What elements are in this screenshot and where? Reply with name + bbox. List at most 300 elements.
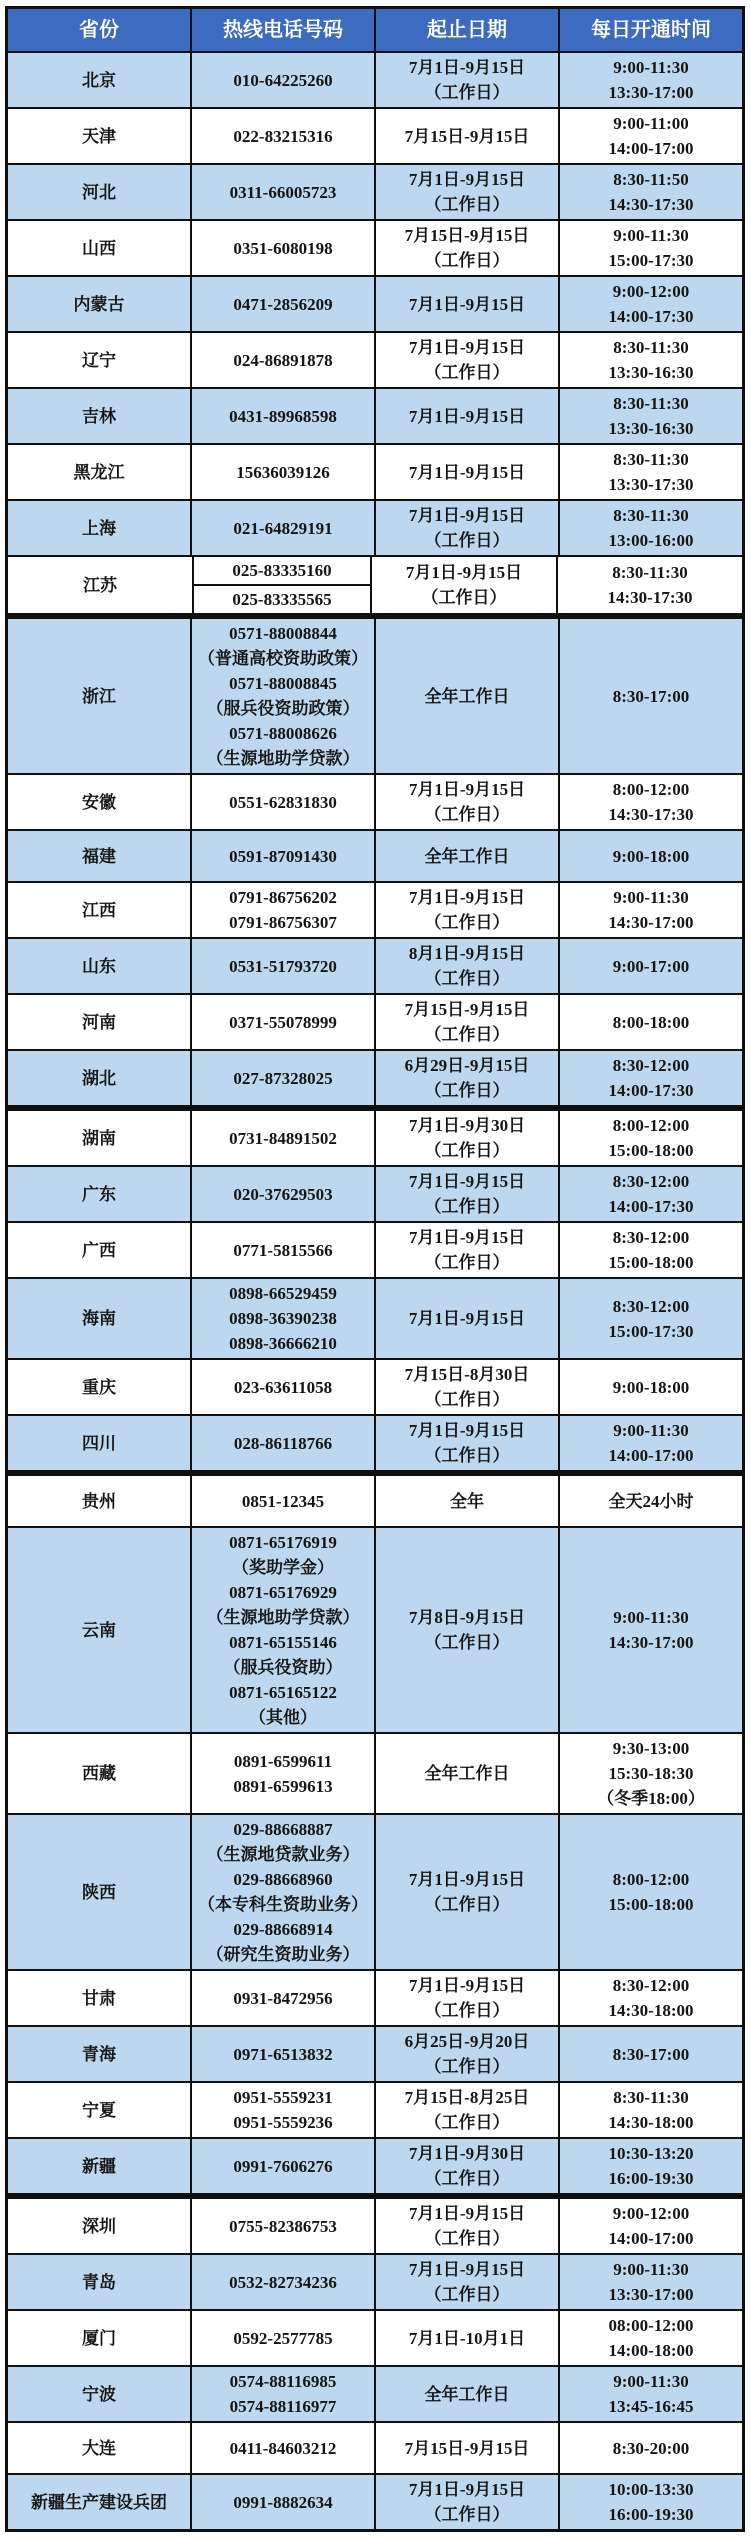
hotline-table-body [8,51,742,2529]
table-row [8,443,742,499]
province-cell [8,831,190,881]
phone-cell [190,501,374,555]
phone-number: （生源地贷款业务） [206,1845,360,1864]
date-cell [374,831,558,881]
province-label: 吉林 [82,406,116,426]
phone-number: 0891-6599613 [233,1776,333,1796]
time-cell [558,831,742,881]
phone-cell [190,775,374,829]
phone-number: 0971-6513832 [233,2044,333,2064]
date-text: 7月1日-9月15日 [408,2260,526,2279]
phone-cell [190,2423,374,2473]
phone-number: 0571-88008845 [229,674,337,693]
table-row [8,1969,742,2025]
province-label: 江苏 [83,575,117,595]
province-label: 广东 [82,1184,116,1204]
time-cell [558,2083,742,2137]
time-cell [558,1051,742,1105]
province-label: 新疆 [82,2156,116,2176]
phone-number: 0991-7606276 [233,2156,333,2176]
province-label: 湖南 [82,1128,116,1148]
date-text: （工作日） [424,2113,510,2132]
time-cell [558,1476,742,1526]
province-cell [8,445,190,499]
phone-number: （服兵役资助） [223,1658,343,1677]
date-text: （工作日） [424,531,510,550]
phone-number: 025-83335565 [194,584,370,613]
date-cell [374,221,558,275]
time-cell [558,1111,742,1165]
province-cell [8,1111,190,1165]
province-cell [8,389,190,443]
phone-cell [190,1476,374,1526]
date-cell [374,389,558,443]
province-label: 安徽 [82,792,116,812]
province-label: 海南 [82,1309,116,1328]
province-cell [8,2423,190,2473]
time-cell [558,445,742,499]
phone-number: （生源地助学贷款） [206,1608,360,1627]
province-label: 西藏 [82,1764,116,1783]
table-row [8,2081,742,2137]
date-text: 7月1日-9月15日 [408,780,526,799]
date-text: 7月1日-9月15日 [408,1421,526,1440]
date-text: 7月1日-9月15日 [408,294,526,314]
date-text: 7月15日-9月15日 [404,226,530,245]
date-text: （工作日） [424,1197,510,1216]
time-text: 14:30-17:00 [608,913,694,932]
phone-number: 15636039126 [236,462,330,482]
date-text: 6月29日-9月15日 [404,1056,530,1075]
time-text: 9:00-11:30 [613,1421,689,1440]
date-cell [374,2255,558,2309]
phone-number: 024-86891878 [233,350,333,370]
table-row [8,829,742,881]
date-text: 6月25日-9月20日 [404,2032,530,2051]
time-cell [558,2367,742,2421]
phone-cell [190,1528,374,1732]
time-text: 9:00-11:30 [613,2260,689,2279]
phone-number: （服兵役资助政策） [206,699,360,718]
time-text: 14:30-18:00 [608,2113,694,2132]
date-text: 7月8日-9月15日 [408,1608,526,1627]
date-text: （工作日） [424,1081,510,1100]
date-cell [374,53,558,107]
date-text: 8月1日-9月15日 [408,944,526,963]
time-text: 15:00-17:30 [608,251,694,270]
phone-number: 028-86118766 [233,1433,333,1453]
time-text: 8:30-11:30 [613,338,689,357]
time-text: 14:00-17:30 [608,1197,694,1216]
time-text: 14:30-17:30 [608,195,694,214]
phone-cell [190,1360,374,1414]
time-text: 9:00-11:30 [613,58,689,77]
date-text: （工作日） [424,2057,510,2076]
phone-number: 0574-88116977 [229,2397,337,2416]
province-cell [8,1476,190,1526]
province-cell [8,165,190,219]
date-text: （工作日） [424,2229,510,2248]
phone-number: （奖助学金） [232,1558,334,1577]
time-text: 15:00-18:00 [608,1895,694,1914]
phone-number: 029-88668960 [233,1870,333,1889]
date-cell [374,775,558,829]
date-text: （工作日） [424,1253,510,1272]
table-row [8,499,742,555]
time-text: 13:30-17:30 [608,475,694,494]
table-row [8,2309,742,2365]
phone-number: 0771-5815566 [233,1240,333,1260]
phone-number: 0571-88008626 [229,724,337,743]
province-cell [8,2083,190,2137]
time-text: 9:00-12:00 [612,2204,690,2223]
time-cell [558,1528,742,1732]
phone-number: 0574-88116985 [229,2372,337,2391]
phone-number: 0755-82386753 [229,2216,337,2236]
date-text: （工作日） [424,363,510,382]
date-cell [374,165,558,219]
time-cell [558,2475,742,2529]
province-label: 厦门 [82,2328,116,2348]
province-cell [8,109,190,163]
table-row [8,2421,742,2473]
time-cell [558,2139,742,2193]
date-text: 7月15日-9月15日 [404,2438,530,2458]
date-cell [374,1416,558,1470]
phone-number: （普通高校资助政策） [198,649,368,668]
date-text: 7月15日-8月30日 [404,1365,530,1384]
time-cell [558,53,742,107]
time-text: 16:00-19:30 [608,2169,694,2188]
date-text: 全年工作日 [424,2384,510,2404]
date-cell [374,333,558,387]
province-label: 江西 [82,900,116,920]
date-cell [374,1279,558,1358]
phone-number: 029-88668887 [233,1820,333,1839]
date-cell [374,619,558,773]
date-cell [374,501,558,555]
time-text: 8:30-20:00 [612,2438,690,2458]
table-row [8,1049,742,1109]
phone-number: 020-37629503 [233,1184,333,1204]
time-cell [558,2311,742,2365]
date-text: 7月1日-9月15日 [408,1309,526,1328]
phone-cell [190,1971,374,2025]
phone-cell [192,557,370,613]
time-text: 9:00-11:30 [613,1608,689,1627]
date-cell [374,1111,558,1165]
time-cell [558,277,742,331]
date-text: 7月1日-9月15日 [408,1870,526,1889]
phone-number: 0471-2856209 [233,294,333,314]
phone-number: 0571-88008844 [229,624,337,643]
phone-cell [190,165,374,219]
date-cell [374,883,558,937]
table-row [8,937,742,993]
time-text: 9:00-11:30 [613,888,689,907]
phone-cell [190,2139,374,2193]
date-cell [374,1971,558,2025]
phone-cell [190,1167,374,1221]
date-text: 7月1日-9月15日 [408,2480,526,2499]
province-cell [8,883,190,937]
table-row [8,1813,742,1969]
province-cell [8,775,190,829]
time-text: 13:00-16:00 [608,531,694,550]
table-row [8,2197,742,2253]
province-cell [8,1279,190,1358]
province-cell [8,221,190,275]
time-text: 14:30-17:00 [608,1633,694,1652]
time-text: 14:00-18:00 [608,2341,694,2360]
phone-number: 027-87328025 [233,1068,333,1088]
time-text: 13:30-17:00 [608,83,694,102]
table-header-row [8,9,742,51]
province-label: 宁夏 [82,2100,116,2120]
time-text: 14:00-17:00 [608,1446,694,1465]
province-label: 湖北 [82,1068,116,1088]
phone-number: （研究生资助业务） [206,1945,360,1964]
province-cell [8,2255,190,2309]
province-label: 新疆生产建设兵团 [31,2492,167,2512]
phone-number: 0592-2577785 [233,2328,333,2348]
time-cell [558,109,742,163]
phone-number: 0898-36666210 [229,1334,337,1353]
phone-number: （生源地助学贷款） [206,749,360,768]
table-row [8,993,742,1049]
time-cell [558,995,742,1049]
phone-number: 025-83335160 [232,561,332,580]
province-label: 北京 [82,70,116,90]
time-text: 8:30-12:00 [612,1172,690,1191]
province-cell [8,1971,190,2025]
phone-cell [190,2083,374,2137]
date-cell [374,2139,558,2193]
province-cell [8,501,190,555]
province-label: 上海 [82,518,116,538]
phone-number: 0591-87091430 [229,846,337,866]
phone-cell [190,2367,374,2421]
phone-cell [190,619,374,773]
time-text: 全天24小时 [608,1491,694,1511]
phone-number: 010-64225260 [233,70,333,90]
phone-number: 0898-36390238 [229,1309,337,1328]
province-label: 山西 [82,238,116,258]
province-cell [8,619,190,773]
province-label: 甘肃 [82,1988,116,2008]
province-label: 河北 [82,182,116,202]
date-cell [374,2367,558,2421]
date-text: （工作日） [424,969,510,988]
table-row [8,107,742,163]
table-row [8,1277,742,1358]
time-text: 9:00-11:30 [613,226,689,245]
province-label: 辽宁 [82,350,116,370]
phone-number: 0531-51793720 [229,956,337,976]
time-text: 9:00-12:00 [612,282,690,301]
phone-number: 022-83215316 [233,126,333,146]
table-row [8,1414,742,1474]
date-text: 7月1日-9月15日 [408,1976,526,1995]
time-text: 9:00-18:00 [612,846,690,866]
time-text: 10:30-13:20 [608,2144,694,2163]
province-label: 青岛 [82,2272,116,2292]
table-row [8,2253,742,2309]
phone-cell [190,2027,374,2081]
date-cell [374,2311,558,2365]
date-cell [370,557,556,613]
table-row [8,2473,742,2529]
time-text: 14:00-17:30 [608,307,694,326]
time-cell [558,165,742,219]
province-cell [8,2027,190,2081]
province-cell [8,2367,190,2421]
header-label-province: 省份 [79,19,119,41]
time-text: 9:00-18:00 [612,1377,690,1397]
time-cell [558,1167,742,1221]
phone-cell [190,1416,374,1470]
table-row [8,617,742,773]
date-text: （工作日） [424,805,510,824]
time-cell [558,1734,742,1813]
table-row [8,163,742,219]
time-text: 08:00-12:00 [608,2316,694,2335]
time-cell [558,1360,742,1414]
date-text: （工作日） [424,1390,510,1409]
phone-number: 0871-65165122 [229,1683,337,1702]
time-text: 10:00-13:30 [608,2480,694,2499]
table-row [8,331,742,387]
time-text: 9:30-13:00 [612,1739,690,1758]
phone-number: 029-88668914 [233,1920,333,1939]
date-cell [374,995,558,1049]
phone-cell [190,883,374,937]
province-label: 内蒙古 [73,294,125,314]
time-cell [558,1223,742,1277]
phone-number: 0351-6080198 [233,238,333,258]
time-text: 8:00-12:00 [612,780,690,799]
time-text: 8:30-17:00 [612,2044,690,2064]
phone-number: 0851-12345 [241,1491,325,1511]
table-row [8,1732,742,1813]
table-row [8,51,742,107]
province-cell [8,277,190,331]
time-text: 13:30-16:30 [608,363,694,382]
province-cell [8,333,190,387]
time-text: 8:00-12:00 [612,1870,690,1889]
date-text: 7月1日-9月30日 [408,1116,526,1135]
phone-cell [190,277,374,331]
time-text: 8:30-12:00 [612,1056,690,1075]
table-row [8,1526,742,1732]
phone-cell [190,1223,374,1277]
time-text: 16:00-19:30 [608,2505,694,2524]
phone-cell [190,221,374,275]
time-text: 9:00-11:30 [613,2372,689,2391]
province-cell [8,1051,190,1105]
phone-cell [190,939,374,993]
time-text: 8:30-11:30 [613,506,689,525]
date-text: （工作日） [424,913,510,932]
time-cell [558,221,742,275]
phone-cell [190,1051,374,1105]
phone-cell [190,2255,374,2309]
date-text: 7月1日-9月15日 [408,506,526,525]
phone-number: 0551-62831830 [229,792,337,812]
date-cell [374,2423,558,2473]
date-cell [374,1167,558,1221]
time-text: 15:00-18:00 [608,1141,694,1160]
date-text: 7月1日-9月15日 [405,563,523,582]
time-text: 14:00-17:00 [608,2229,694,2248]
province-label: 重庆 [82,1377,116,1397]
province-cell [8,1360,190,1414]
province-cell [8,1734,190,1813]
date-text: 全年 [450,1491,484,1511]
province-cell [8,2139,190,2193]
time-text: 8:30-12:00 [612,1296,690,1316]
date-cell [374,445,558,499]
date-cell [374,2199,558,2253]
time-cell [558,2199,742,2253]
province-label: 贵州 [82,1491,116,1511]
table-row [8,1165,742,1221]
date-text: 7月1日-9月15日 [408,1228,526,1247]
date-text: （工作日） [424,251,510,270]
phone-cell [190,995,374,1049]
phone-cell [190,53,374,107]
date-cell [374,939,558,993]
province-cell [8,557,192,613]
phone-number: 0431-89968598 [229,406,337,426]
date-text: 7月1日-9月15日 [408,462,526,482]
table-row [8,1109,742,1165]
table-row [8,275,742,331]
time-text: 8:30-17:00 [612,686,690,706]
table-row [8,387,742,443]
phone-cell [190,2475,374,2529]
phone-number: 0991-8882634 [233,2492,333,2512]
time-cell [558,389,742,443]
phone-number: 023-63611058 [233,1377,333,1397]
province-cell [8,1416,190,1470]
time-text: 15:30-18:30 [608,1764,694,1783]
table-row [8,555,742,617]
province-label: 浙江 [82,686,116,706]
time-cell [558,2027,742,2081]
time-text: 15:00-18:00 [608,1253,694,1272]
province-label: 陕西 [82,1882,116,1902]
province-cell [8,1815,190,1969]
time-cell [556,557,742,613]
phone-cell [190,389,374,443]
phone-number: 0411-84603212 [229,2438,337,2458]
phone-cell [190,2199,374,2253]
date-cell [374,277,558,331]
phone-number: 0371-55078999 [229,1012,337,1032]
date-text: （工作日） [424,1633,510,1652]
date-cell [374,1051,558,1105]
phone-cell [190,1279,374,1358]
phone-number: 0871-65155146 [229,1633,337,1652]
phone-number: 0731-84891502 [229,1128,337,1148]
date-text: 7月1日-9月15日 [408,58,526,77]
time-cell [558,1416,742,1470]
time-cell [558,333,742,387]
phone-cell [190,831,374,881]
time-text: 8:30-11:30 [613,2088,689,2107]
province-label: 四川 [82,1433,116,1453]
